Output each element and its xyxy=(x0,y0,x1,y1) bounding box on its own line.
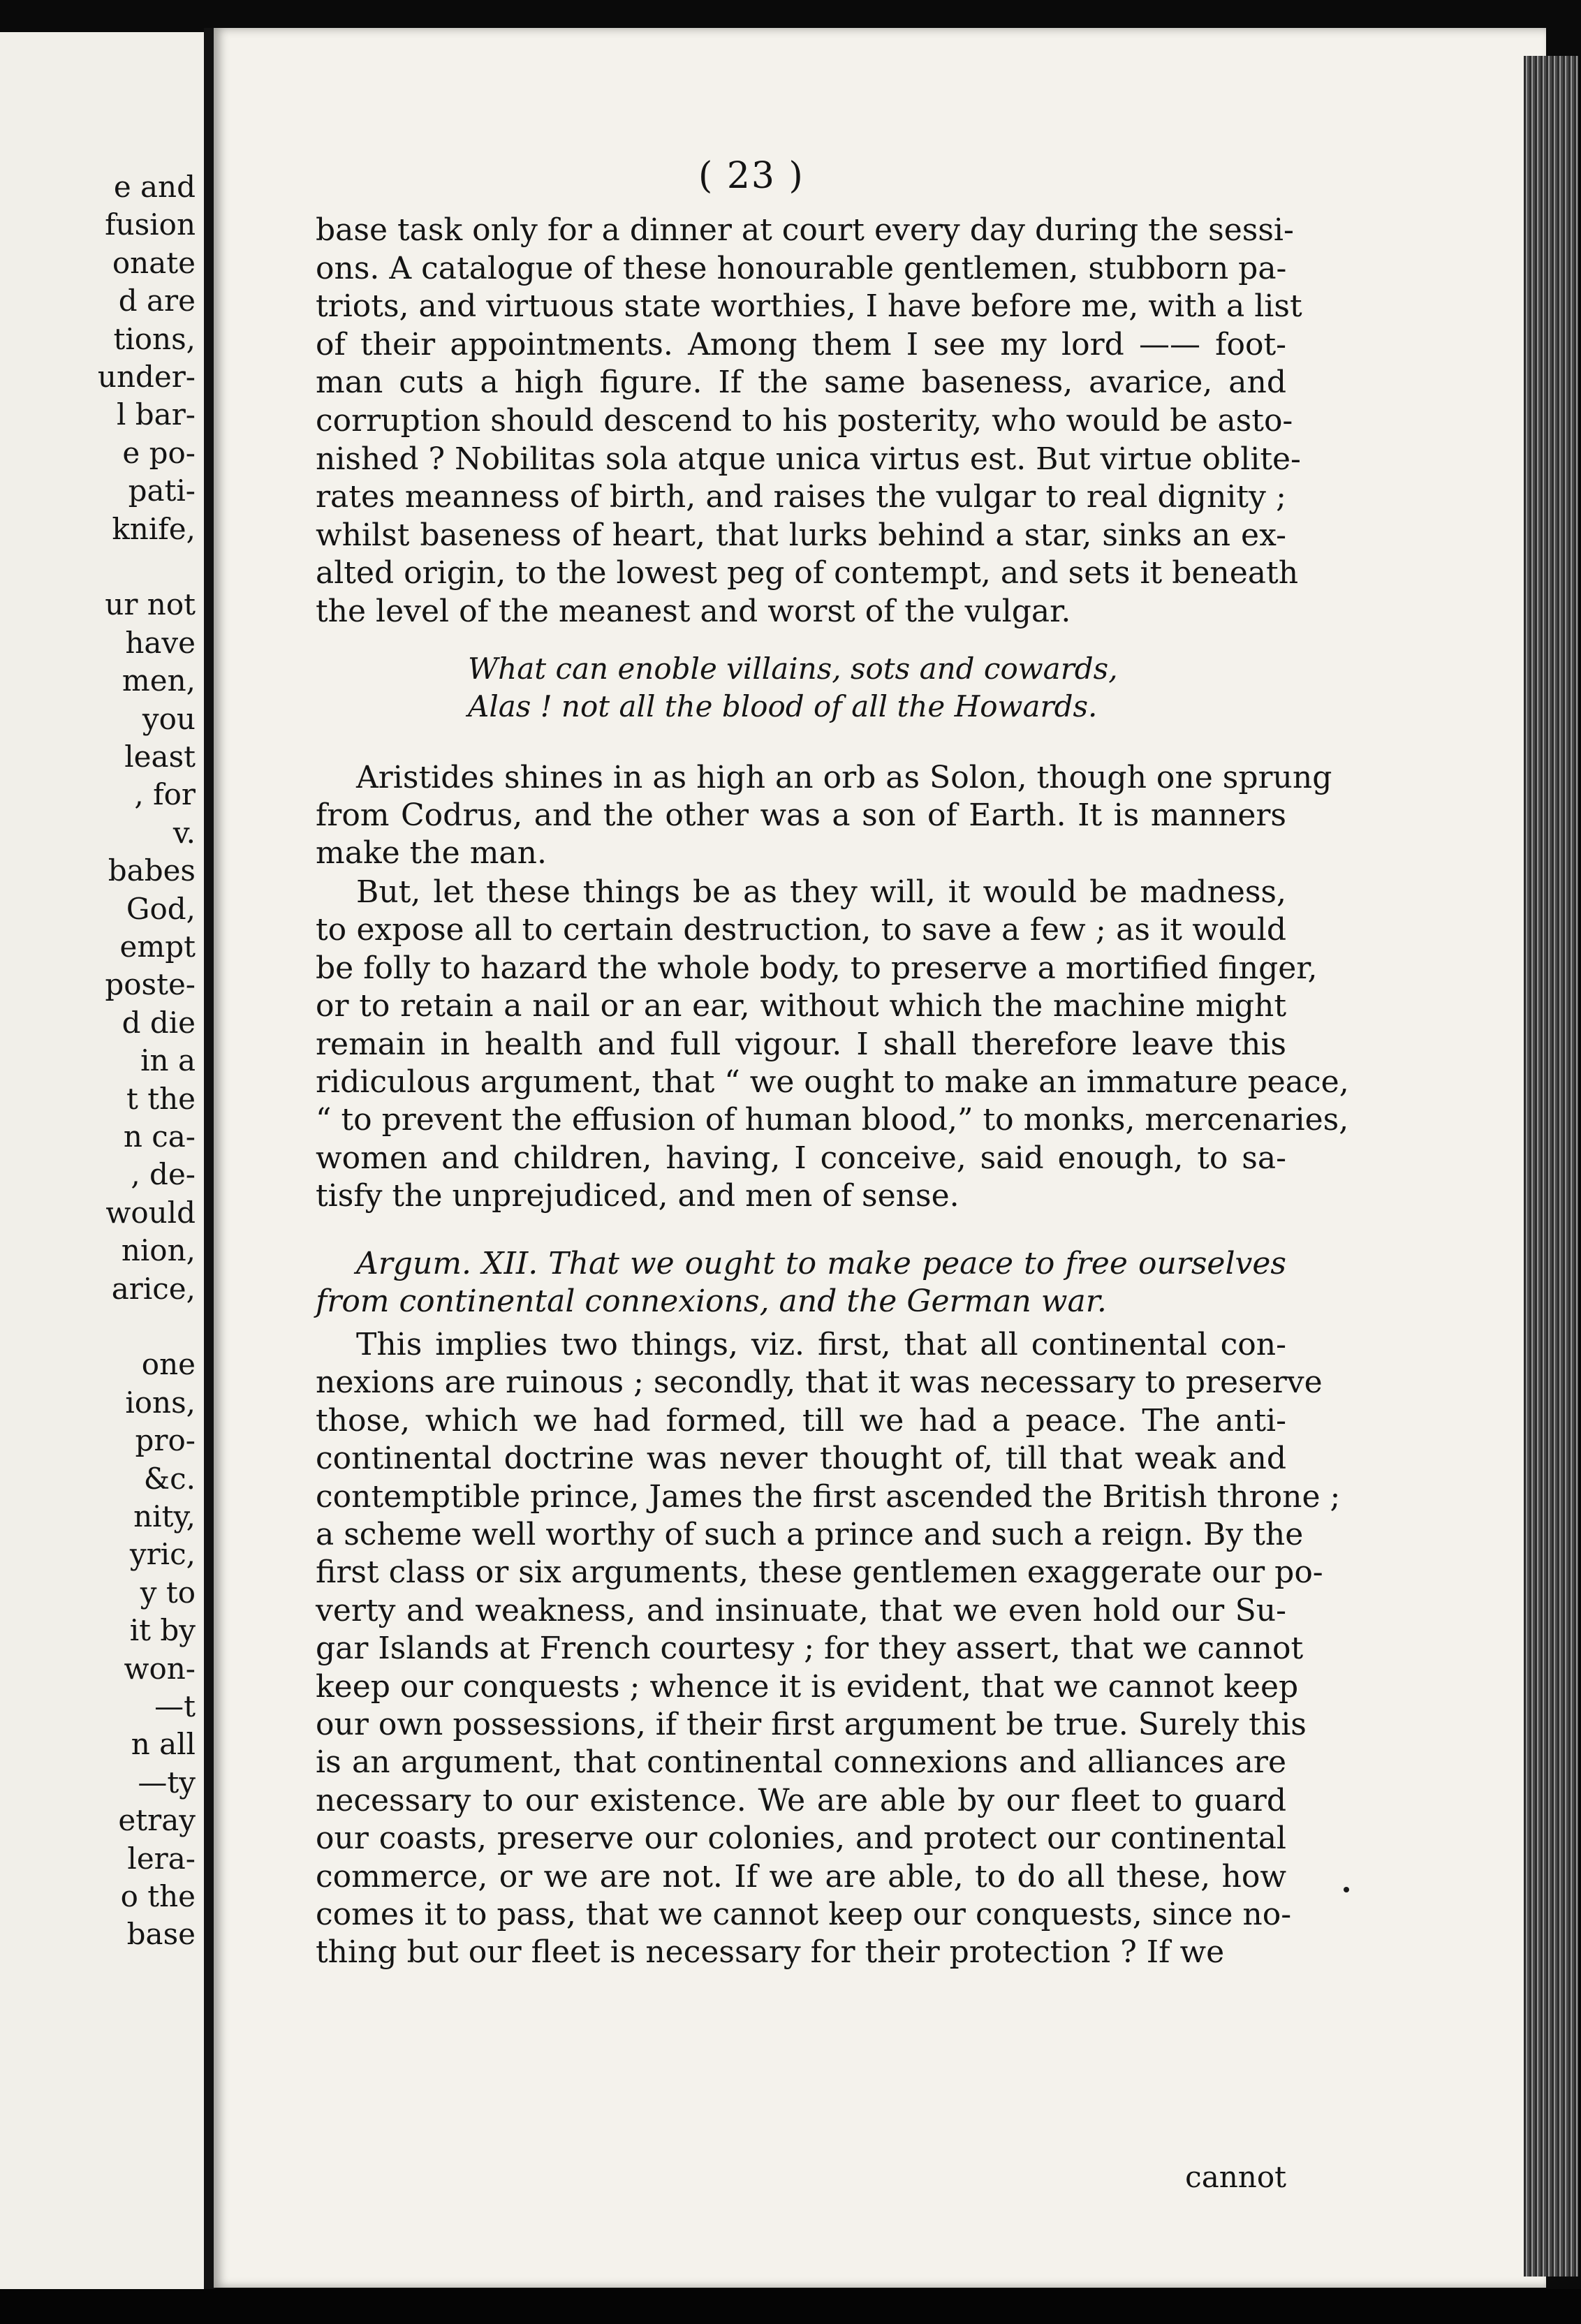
left-page-line: babes xyxy=(108,853,196,888)
paragraph-line: remain in health and full vigour. I shall therefore leave this xyxy=(316,1026,1286,1062)
argument-heading-line: from continental connexions, and the German war. xyxy=(316,1284,1107,1319)
left-page xyxy=(0,32,207,2289)
left-page-line: in a xyxy=(140,1043,196,1078)
left-page-line: arice, xyxy=(111,1271,196,1306)
left-page-line: least xyxy=(124,740,196,774)
paragraph-line: But, let these things be as they will, it would be madness, xyxy=(356,874,1286,910)
ink-speck xyxy=(1344,1887,1349,1892)
paragraph-line: continental doctrine was never thought of, till that weak and xyxy=(316,1441,1286,1477)
left-page-line: knife, xyxy=(112,511,196,546)
left-page-line: y to xyxy=(140,1575,196,1610)
paragraph-line: ridiculous argument, that “ we ought to make an immature peace, xyxy=(316,1064,1349,1100)
left-page-line: n ca- xyxy=(123,1119,196,1154)
left-page-line: yric, xyxy=(129,1537,196,1572)
left-page-line: &c. xyxy=(143,1461,196,1496)
paragraph-line: be folly to hazard the whole body, to preserve a mortified finger, xyxy=(316,950,1318,986)
left-page-line: onate xyxy=(112,245,196,280)
left-page-line: o the xyxy=(120,1879,196,1913)
paragraph-line: “ to prevent the effusion of human blood,” to monks, mercenaries, xyxy=(316,1102,1349,1138)
paragraph-line: contemptible prince, James the first ascended the British throne ; xyxy=(316,1478,1341,1515)
left-page-line: , for xyxy=(134,777,196,812)
left-page-line: empt xyxy=(119,929,196,964)
left-page-line: nity, xyxy=(133,1499,196,1534)
left-page-line: etray xyxy=(118,1803,196,1838)
paragraph-line: nished ? Nobilitas sola atque unica virtus est. But virtue oblite- xyxy=(316,441,1301,477)
paragraph-line: from Codrus, and the other was a son of Earth. It is manners xyxy=(316,797,1286,833)
paragraph-line: make the man. xyxy=(316,835,547,871)
paragraph-line: the level of the meanest and worst of the vulgar. xyxy=(316,594,1071,629)
page-number: ( 23 ) xyxy=(698,155,804,197)
paragraph-line: This implies two things, viz. first, that all continental con- xyxy=(356,1327,1286,1362)
left-page-line: n all xyxy=(131,1727,196,1762)
left-page-line: you xyxy=(142,701,196,736)
left-page-line: d are xyxy=(118,284,196,318)
paragraph-line: triots, and virtuous state worthies, I have before me, with a list xyxy=(316,288,1302,325)
left-page-line: men, xyxy=(122,663,196,698)
paragraph-line: or to retain a nail or an ear, without which the machine might xyxy=(316,988,1286,1024)
left-page-line: , de- xyxy=(131,1157,196,1192)
left-page-line: —t xyxy=(154,1689,196,1723)
argument-heading-line: Argum. XII. That we ought to make peace to free ourselves xyxy=(356,1246,1286,1281)
paragraph-line: rates meanness of birth, and raises the vulgar to real dignity ; xyxy=(316,479,1286,515)
left-page-line: would xyxy=(105,1195,196,1230)
paragraph-line: women and children, having, I conceive, said enough, to sa- xyxy=(316,1140,1286,1176)
left-page-line: v. xyxy=(172,815,196,850)
paragraph-line: nexions are ruinous ; secondly, that it was necessary to preserve xyxy=(316,1365,1323,1401)
left-page-line: t the xyxy=(126,1081,196,1116)
paragraph-line: base task only for a dinner at court every day during the sessi- xyxy=(316,212,1294,248)
paragraph-line: ons. A catalogue of these honourable gentlemen, stubborn pa- xyxy=(316,250,1287,286)
paragraph-line: thing but our fleet is necessary for their protection ? If we xyxy=(316,1934,1225,1971)
left-page-line: tions, xyxy=(113,321,196,356)
paragraph-line: to expose all to certain destruction, to save a few ; as it would xyxy=(316,912,1286,948)
paragraph-line: gar Islands at French courtesy ; for they assert, that we cannot xyxy=(316,1631,1304,1667)
left-page-line: have xyxy=(125,625,196,660)
left-page-line: won- xyxy=(124,1651,196,1686)
page-fore-edge xyxy=(1524,56,1578,2277)
left-page-line: ions, xyxy=(125,1385,196,1420)
left-page-line: one xyxy=(141,1347,196,1382)
bottom-shadow xyxy=(0,2289,1581,2324)
left-page-line: e and xyxy=(113,170,196,204)
paragraph-line: our own possessions, if their first argument be true. Surely this xyxy=(316,1707,1307,1742)
paragraph-line: comes it to pass, that we cannot keep our conquests, since no- xyxy=(316,1897,1292,1932)
left-page-line: d die xyxy=(122,1005,196,1040)
left-page-line: poste- xyxy=(105,967,196,1002)
catchword: cannot xyxy=(1185,2160,1286,2194)
paragraph-line: those, which we had formed, till we had a peace. The anti- xyxy=(316,1402,1286,1439)
left-page-line: —ty xyxy=(138,1765,196,1800)
left-page-line: ur not xyxy=(105,587,196,622)
paragraph-line: Aristides shines in as high an orb as Solon, though one sprung xyxy=(356,760,1332,795)
left-page-line: nion, xyxy=(121,1233,196,1268)
paragraph-line: of their appointments. Among them I see my lord —— foot- xyxy=(316,326,1286,362)
left-page-line: e po- xyxy=(122,435,196,470)
left-page-line: lera- xyxy=(127,1841,196,1876)
left-page-line: fusion xyxy=(105,207,196,242)
paragraph-line: commerce, or we are not. If we are able, to do all these, how xyxy=(316,1858,1286,1895)
paragraph-line: necessary to our existence. We are able by our fleet to guard xyxy=(316,1782,1286,1818)
verse-line: Alas ! not all the blood of all the Howards. xyxy=(468,689,1098,723)
paragraph-line: keep our conquests ; whence it is evident, that we cannot keep xyxy=(316,1668,1299,1705)
paragraph-line: tisfy the unprejudiced, and men of sense. xyxy=(316,1178,959,1214)
paragraph-line: alted origin, to the lowest peg of contempt, and sets it beneath xyxy=(316,555,1299,591)
verse-line: What can enoble villains, sots and cowards, xyxy=(468,652,1118,686)
left-page-line: God, xyxy=(126,891,196,926)
paragraph-line: corruption should descend to his posterity, who would be asto- xyxy=(316,403,1293,439)
paragraph-line: our coasts, preserve our colonies, and protect our continental xyxy=(316,1821,1286,1857)
paragraph-line: is an argument, that continental connexions and alliances are xyxy=(316,1744,1286,1781)
left-page-line: under- xyxy=(97,360,196,394)
left-page-line: pro- xyxy=(135,1423,196,1458)
paragraph-line: a scheme well worthy of such a prince and such a reign. By the xyxy=(316,1517,1304,1552)
left-page-line: base xyxy=(126,1917,196,1952)
paragraph-line: whilst baseness of heart, that lurks behind a star, sinks an ex- xyxy=(316,517,1286,553)
left-page-line: l bar- xyxy=(117,397,196,432)
paragraph-line: verty and weakness, and insinuate, that we even hold our Su- xyxy=(316,1592,1286,1628)
paragraph-line: first class or six arguments, these gentlemen exaggerate our po- xyxy=(316,1554,1323,1591)
left-page-line: pati- xyxy=(128,473,196,508)
left-page-line: it by xyxy=(129,1613,196,1648)
paragraph-line: man cuts a high figure. If the same baseness, avarice, and xyxy=(316,365,1286,401)
